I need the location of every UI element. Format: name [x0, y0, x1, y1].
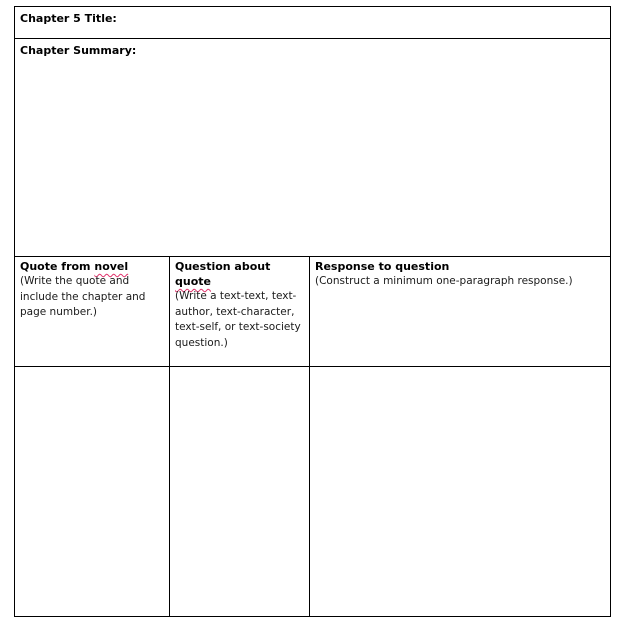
- quote-header-cell[interactable]: [15, 257, 170, 366]
- column-header-row: [15, 257, 610, 367]
- question-answer-cell[interactable]: [170, 367, 310, 616]
- spellcheck-underline-novel: novel: [94, 260, 129, 273]
- response-answer-cell[interactable]: [310, 367, 610, 616]
- question-header: Question about quote: [175, 260, 271, 288]
- response-header-cell[interactable]: [310, 257, 610, 366]
- response-instruction: (Construct a minimum one-paragraph response.): [315, 275, 573, 287]
- question-header-cell[interactable]: [170, 257, 310, 366]
- question-instruction: (Write a text-text, text-author, text-character, text-self, or text-society question.): [175, 290, 301, 349]
- reading-response-table: [14, 6, 611, 617]
- answer-row: [15, 367, 610, 616]
- chapter-summary-label: Chapter Summary:: [20, 44, 137, 57]
- quote-answer-cell[interactable]: [15, 367, 170, 616]
- chapter-summary-row[interactable]: [15, 39, 610, 257]
- chapter-title-row[interactable]: [15, 7, 610, 39]
- spellcheck-underline-quote: quote: [175, 275, 211, 288]
- quote-instruction: (Write the quote and include the chapter and page number.): [20, 275, 146, 318]
- quote-header: Quote from novel: [20, 260, 129, 273]
- chapter-title-label: Chapter 5 Title:: [20, 12, 117, 25]
- response-header: Response to question: [315, 260, 450, 273]
